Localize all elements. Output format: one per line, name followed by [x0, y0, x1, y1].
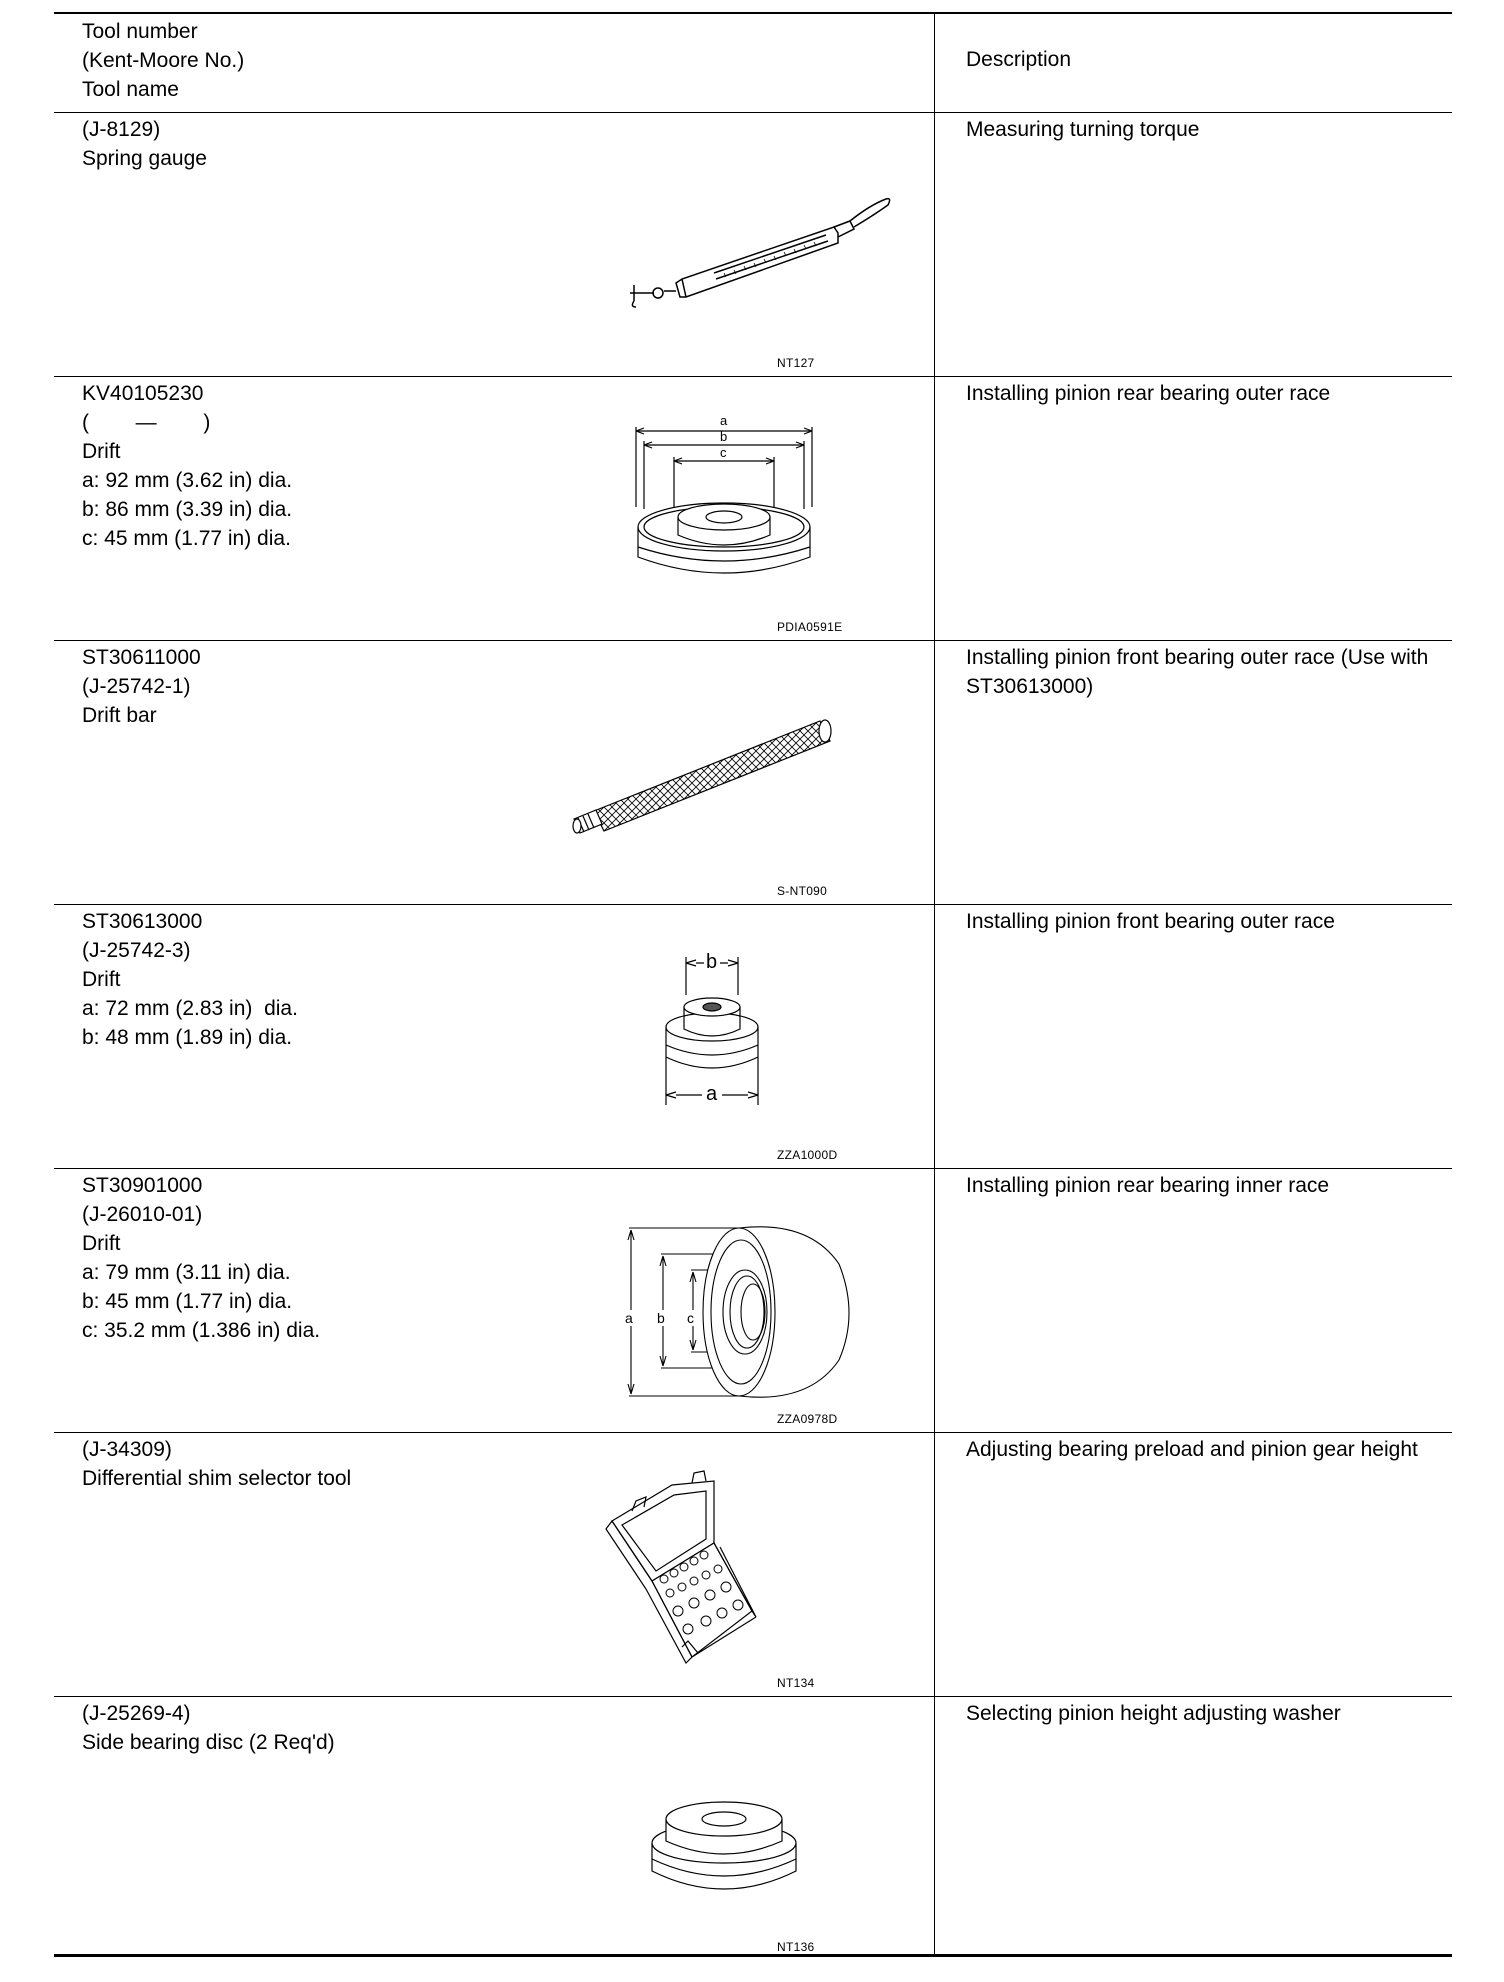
column-divider: [934, 12, 935, 1957]
figure-code: NT134: [777, 1676, 815, 1690]
figure-code: S-NT090: [777, 884, 828, 898]
tool-row-spring-gauge: [54, 113, 1452, 376]
dim-label-c: c: [687, 1310, 695, 1326]
tool-row-shim-selector: [54, 1433, 1452, 1696]
dim-label-c: c: [720, 445, 727, 460]
spring-gauge-illustration: [534, 193, 954, 353]
tool-info: (J-8129) Spring gauge: [82, 118, 207, 170]
tool-description: Adjusting bearing preload and pinion gear height: [966, 1438, 1418, 1461]
figure-code: NT127: [777, 356, 815, 370]
tool-description: Installing pinion rear bearing inner race: [966, 1174, 1330, 1197]
tool-info: (J-25269-4) Side bearing disc (2 Req'd): [82, 1702, 335, 1754]
dim-label-a: a: [625, 1310, 634, 1326]
dim-label-a: a: [706, 1083, 718, 1105]
figure-code: ZZA1000D: [777, 1148, 838, 1162]
tool-description: Selecting pinion height adjusting washer: [966, 1702, 1341, 1725]
tool-row-drift-st30901000: [54, 1169, 1452, 1432]
shim-selector-case-illustration: [602, 1471, 802, 1681]
figure-code: NT136: [777, 1940, 815, 1954]
drift-dish-illustration: [624, 413, 824, 597]
tool-description: Installing pinion front bearing outer race (Use with ST30613000): [966, 646, 1429, 698]
tool-info: (J-34309) Differential shim selector tool: [82, 1438, 352, 1490]
figure-code: ZZA0978D: [777, 1412, 838, 1426]
table-bottom-border: [54, 1954, 1452, 1957]
tool-description: Measuring turning torque: [966, 118, 1200, 141]
tool-info: ST30613000 (J-25742-3) Drift a: 72 mm (2.83 in) dia. b: 48 mm (1.89 in) dia.: [82, 910, 298, 1049]
tool-description: Installing pinion rear bearing outer race: [966, 382, 1331, 405]
figure-code: PDIA0591E: [777, 620, 843, 634]
tool-description: Installing pinion front bearing outer race: [966, 910, 1335, 933]
dim-label-b: b: [657, 1310, 666, 1326]
tool-row-side-bearing-disc: [54, 1697, 1452, 1960]
header-description: Description: [966, 48, 1072, 71]
ring-drift-illustration: [569, 1224, 869, 1404]
dim-label-b: b: [706, 951, 718, 973]
dim-label-a: a: [720, 413, 728, 428]
tool-info: KV40105230 ( — ) Drift a: 92 mm (3.62 in) dia. b: 86 mm (3.39 in) dia. c: 45 mm (1.77 in) dia.: [82, 382, 293, 550]
stepped-drift-illustration: [654, 945, 774, 1125]
dim-label-b: b: [720, 429, 728, 444]
side-bearing-disc-illustration: [644, 1797, 804, 1907]
table-header: [54, 14, 1452, 112]
header-tool-number: Tool number (Kent-Moore No.) Tool name: [82, 20, 245, 101]
drift-bar-illustration: [564, 711, 864, 861]
tool-info: ST30611000 (J-25742-1) Drift bar: [82, 646, 201, 727]
tool-row-drift-kv40105230: [54, 377, 1452, 640]
tool-row-drift-st30613000: [54, 905, 1452, 1168]
tool-row-drift-bar: [54, 641, 1452, 904]
tool-info: ST30901000 (J-26010-01) Drift a: 79 mm (3.11 in) dia. b: 45 mm (1.77 in) dia. c: 35.2 mm (1.386 in) dia.: [82, 1174, 321, 1342]
